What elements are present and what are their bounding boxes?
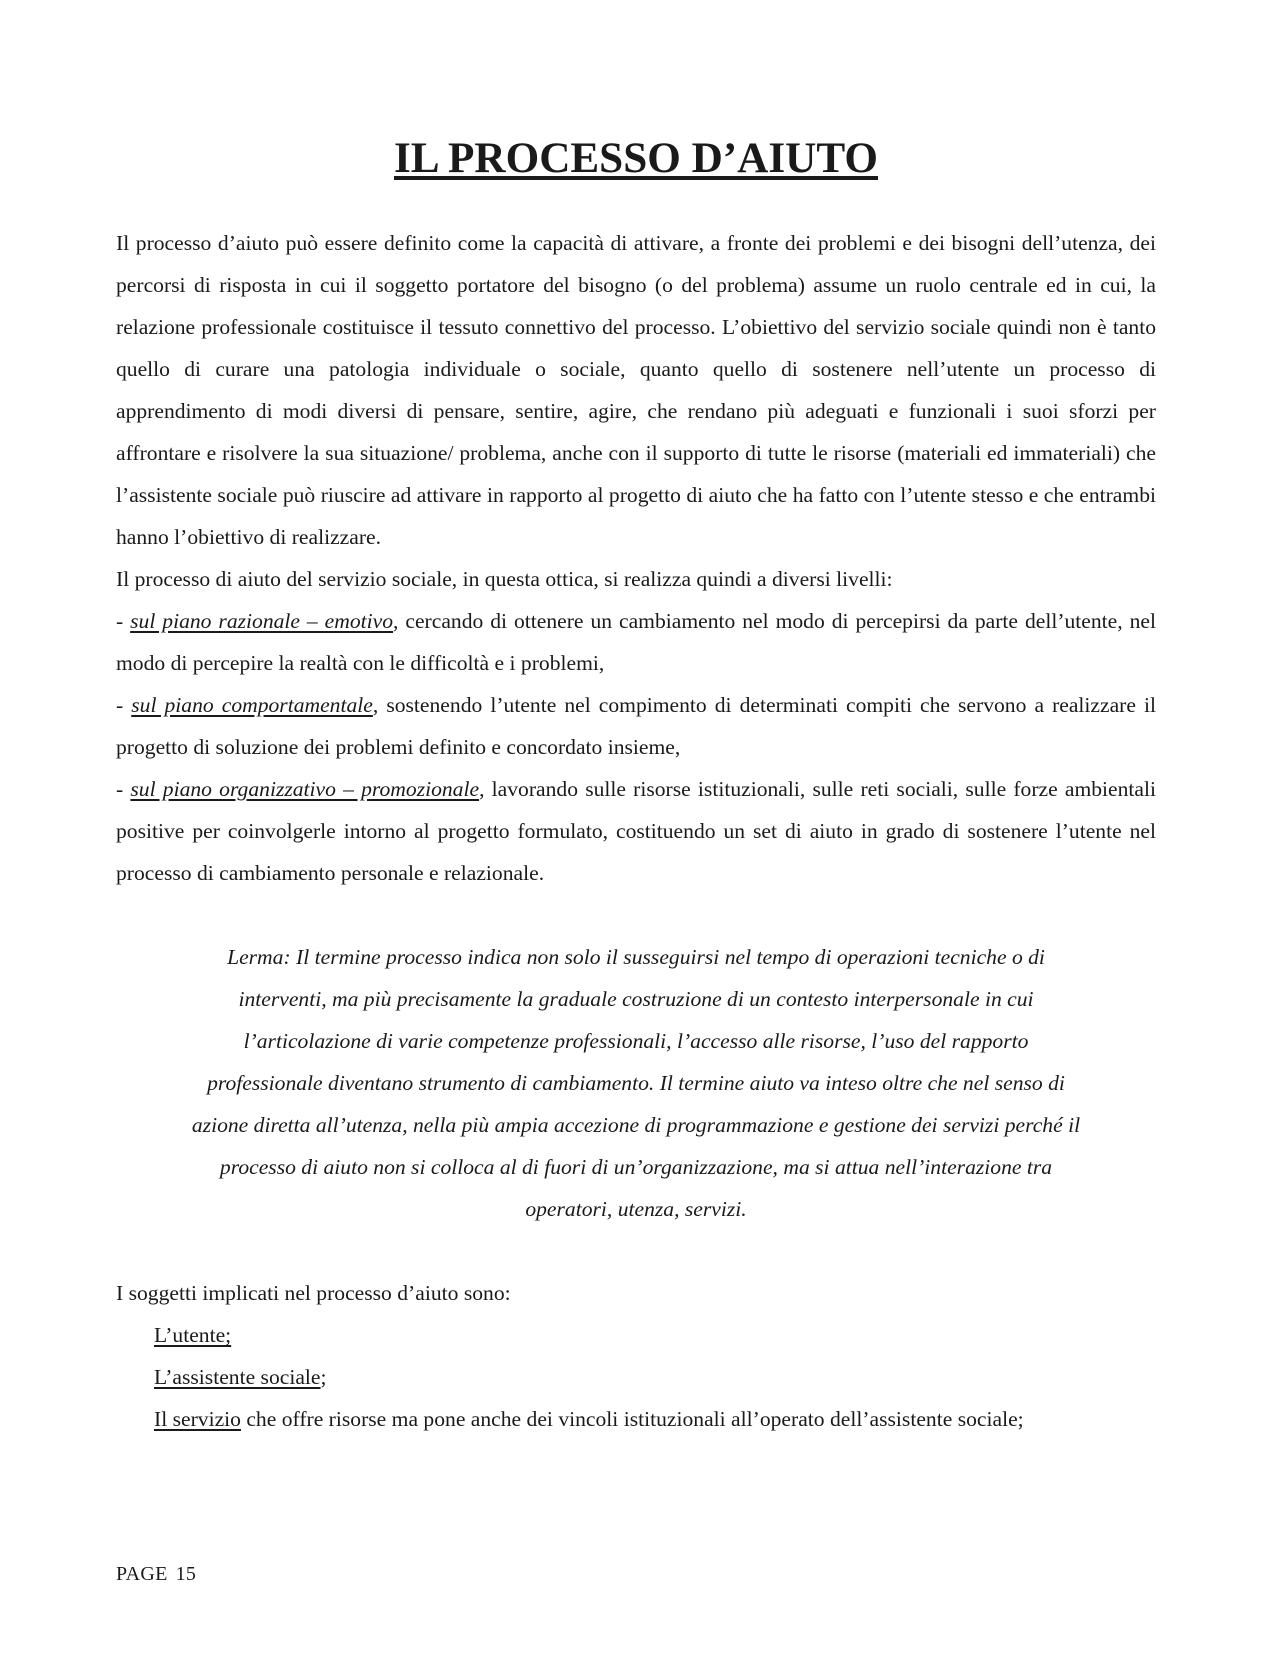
level-item: [116, 600, 1156, 684]
subjects-intro: I soggetti implicati nel processo d’aiuto sono:: [116, 1281, 511, 1305]
subject-label: Il servizio: [154, 1407, 241, 1431]
quote-line: operatori, utenza, servizi.: [525, 1197, 747, 1221]
levels-intro: Il processo di aiuto del servizio sociale, in questa ottica, si realizza quindi a diversi livelli:: [116, 567, 893, 591]
level-text: , sostenendo l’utente nel compimento di determinati compiti che servono a realizzare il progetto di soluzione dei problemi definito e concordato insieme,: [116, 693, 1157, 759]
subject-label: L’assistente sociale: [154, 1365, 321, 1389]
page-number: 15: [175, 1563, 197, 1585]
quote-line: professionale diventano strumento di cambiamento. Il termine aiuto va inteso oltre che nel senso di: [207, 1071, 1065, 1095]
level-text: , cercando di ottenere un cambiamento nel modo di percepirsi da parte dell’utente, nel modo di percepire la realtà con le difficoltà e i problemi,: [116, 609, 1156, 675]
level-label: sul piano comportamentale: [131, 693, 373, 717]
subject-text: ;: [320, 1365, 327, 1389]
quote-line: processo di aiuto non si colloca al di fuori di un’organizzazione, ma si attua nell’interazione tra: [219, 1155, 1053, 1179]
level-bullet: -: [116, 693, 132, 717]
subject-label: L’utente;: [154, 1323, 232, 1347]
quote-line: l’articolazione di varie competenze professionali, l’accesso alle risorse, l’uso del rapporto: [243, 1029, 1029, 1053]
level-item: [116, 768, 1156, 894]
subjects-list: [116, 1314, 1156, 1440]
subject-item: [154, 1398, 1156, 1440]
page-label: PAGE: [116, 1563, 168, 1585]
level-bullet: -: [116, 777, 131, 801]
subject-text: che offre risorse ma pone anche dei vincoli istituzionali all’operato dell’assistente sociale;: [240, 1407, 1024, 1431]
intro-paragraph: Il processo d’aiuto può essere definito come la capacità di attivare, a fronte dei problemi e dei bisogni dell’utenza, dei percorsi di risposta in cui il soggetto portatore del bisogno (o del problema) assume un ruolo centrale ed in cui, la relazione professionale costituisce il tessuto connettivo del processo. L’obiettivo del servizio sociale quindi non è tanto quello di curare una patologia individuale o sociale, quanto quello di sostenere nell’utente un processo di apprendimento di modi diversi di pensare, sentire, agire, che rendano più adeguati e funzionali i suoi sforzi per affrontare e risolvere la sua situazione/ problema, anche con il supporto di tutte le risorse (materiali ed immateriali) che l’assistente sociale può riuscire ad attivare in rapporto al progetto di aiuto che ha fatto con l’utente stesso e che entrambi hanno l’obiettivo di realizzare.: [116, 231, 1156, 549]
level-text: , lavorando sulle risorse istituzionali, sulle reti sociali, sulle forze ambientali positive per coinvolgerle intorno al progetto formulato, costituendo un set di aiuto in grado di sostenere l’utente nel processo di cambiamento personale e relazionale.: [116, 777, 1157, 885]
subject-item: [154, 1314, 1156, 1356]
quote-line: azione diretta all’utenza, nella più ampia accezione di programmazione e gestione dei servizi perché il: [191, 1113, 1081, 1137]
level-label: sul piano organizzativo – promozionale: [130, 777, 480, 801]
lerma-quote: [116, 936, 1156, 1230]
page-title: IL PROCESSO D’AIUTO: [394, 135, 878, 182]
level-label: sul piano razionale – emotivo: [130, 609, 394, 633]
quote-line: interventi, ma più precisamente la graduale costruzione di un contesto interpersonale in cui: [238, 987, 1034, 1011]
subject-item: [154, 1356, 1156, 1398]
level-item: [116, 684, 1156, 768]
page-content: [116, 135, 1157, 1440]
level-bullet: -: [116, 609, 131, 633]
page-footer: [116, 1560, 196, 1588]
quote-line: Lerma: Il termine processo indica non solo il susseguirsi nel tempo di operazioni tecniche o di: [227, 945, 1045, 969]
